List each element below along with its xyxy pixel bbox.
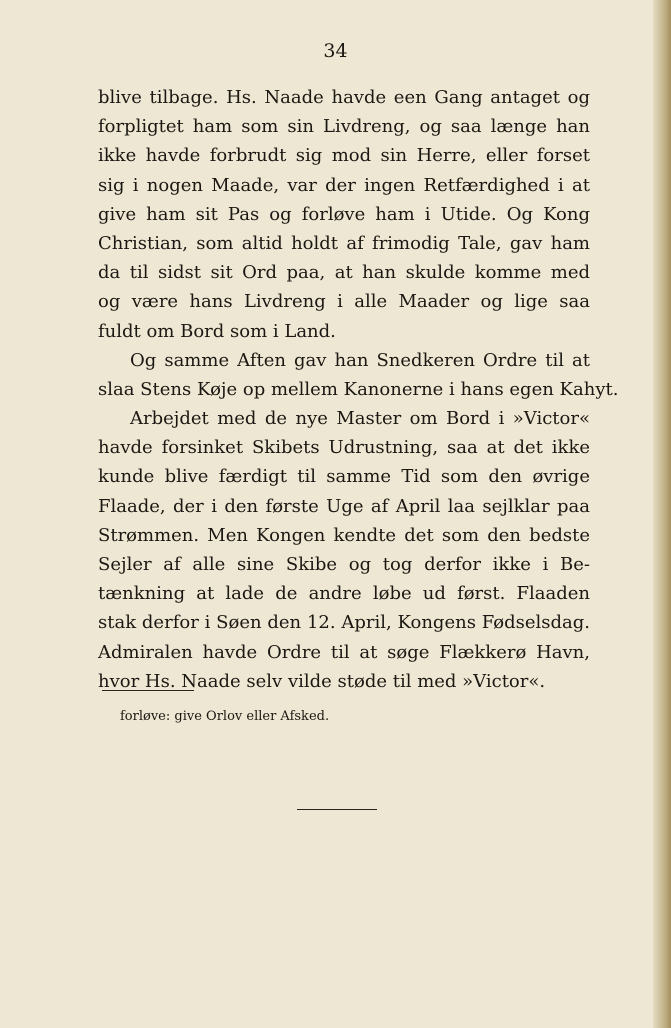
text-line: da til sidst sit Ord paa, at han skulde komme med <box>98 262 590 284</box>
text-line: tænkning at lade de andre løbe ud først. Flaaden <box>98 583 590 605</box>
footnote: forløve: give Orlov eller Afsked. <box>120 709 330 724</box>
end-divider <box>297 809 377 810</box>
text-line: fuldt om Bord som i Land. <box>98 320 336 342</box>
page-edge <box>653 0 671 1028</box>
text-line: kunde blive færdigt til samme Tid som den øvrige <box>98 466 590 488</box>
text-line: Flaade, der i den første Uge af April laa sejlklar paa <box>98 495 590 517</box>
text-line: Sejler af alle sine Skibe og tog derfor ikke i Be- <box>98 554 590 575</box>
text-line: havde forsinket Skibets Udrustning, saa at det ikke <box>98 437 590 459</box>
text-line: sig i nogen Maade, var der ingen Retfærdighed i at <box>98 174 590 196</box>
text-line: Christian, som altid holdt af frimodig Tale, gav ham <box>98 232 590 254</box>
text-line: blive tilbage. Hs. Naade havde een Gang antaget og <box>98 87 590 108</box>
text-line: Arbejdet med de nye Master om Bord i »Victor« <box>130 408 590 430</box>
text-line: Admiralen havde Ordre til at søge Flækkerø Havn, <box>98 641 590 663</box>
text-line: forpligtet ham som sin Livdreng, og saa længe han <box>98 116 590 138</box>
text-line: stak derfor i Søen den 12. April, Kongens Fødselsdag. <box>98 612 590 634</box>
text-line: give ham sit Pas og forløve ham i Utide. Og Kong <box>98 203 590 225</box>
text-line: Strømmen. Men Kongen kendte det som den bedste <box>98 524 590 546</box>
text-line: og være hans Livdreng i alle Maader og lige saa <box>98 291 590 313</box>
text-line: ikke havde forbrudt sig mod sin Herre, eller forset <box>98 145 590 167</box>
footnote-divider <box>102 690 194 691</box>
page-number: 34 <box>323 40 348 62</box>
text-line: Og samme Aften gav han Snedkeren Ordre til at <box>130 349 590 371</box>
text-line: slaa Stens Køje op mellem Kanonerne i hans egen Kahyt. <box>98 378 619 400</box>
body-text <box>98 83 619 696</box>
text-line: hvor Hs. Naade selv vilde støde til med »Victor«. <box>98 670 546 692</box>
